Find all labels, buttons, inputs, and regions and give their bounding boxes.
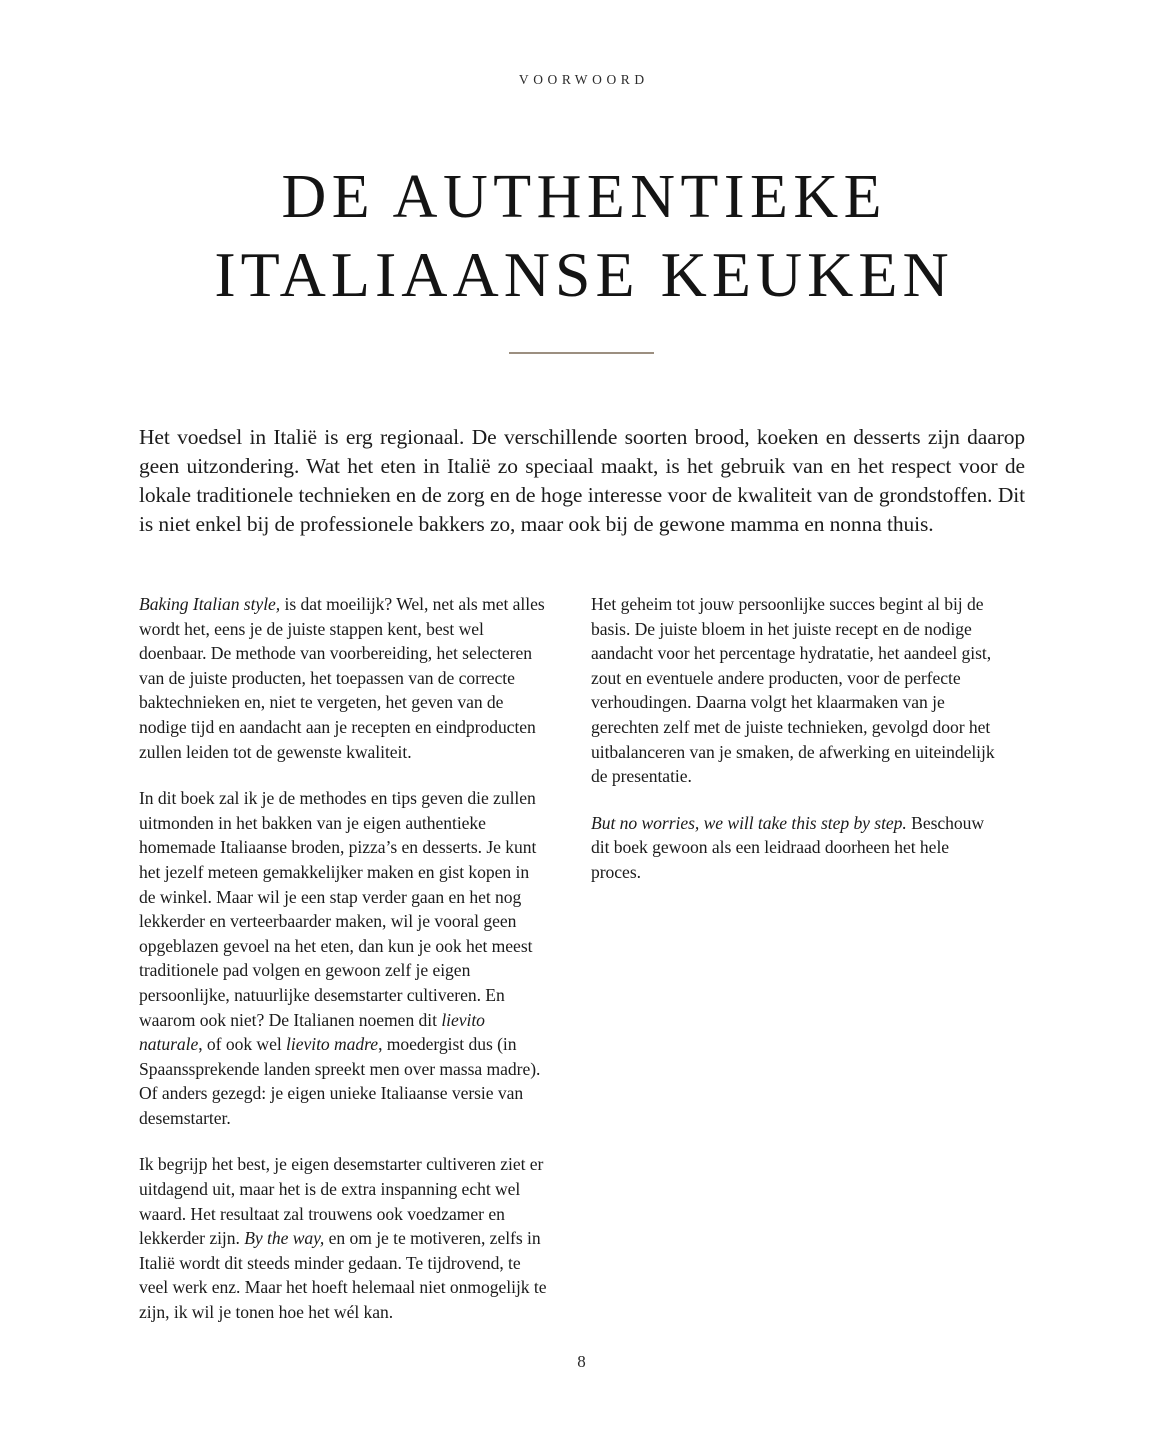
- page-title-line-1: DE AUTHENTIEKE: [281, 163, 888, 231]
- page-title: [0, 158, 1163, 314]
- left-paragraph-1: [139, 592, 548, 764]
- left-p1-rest: is dat moeilijk? Wel, net als met alles wordt het, eens je de juiste stappen kent, best wel doenbaar. De methode van voorbereiding, het selecteren van de juiste producten, het toepassen van de correcte baktechnieken en, niet te vergeten, het geven van de nodige tijd en aandacht aan je recepten en eindproducten zullen leiden tot de gewenste kwaliteit.: [139, 594, 545, 762]
- right-paragraph-1: Het geheim tot jouw persoonlijke succes begint al bij de basis. De juiste bloem in het juiste recept en de nodige aandacht voor het percentage hydratatie, het aandeel gist, zout en eventuele andere producten, voor de perfecte verhoudingen. Daarna volgt het klaarmaken van je gerechten zelf met de juiste technieken, gevolgd door het uitbalanceren van je smaken, de afwerking en uiteindelijk de presentatie.: [591, 594, 995, 787]
- right-column: [591, 592, 1000, 885]
- page-title-line-2: ITALIAANSE KEUKEN: [214, 239, 954, 310]
- right-p2-part-2: Beschouw dit boek gewoon als een leidraad doorheen het hele proces.: [591, 812, 985, 882]
- intro-paragraph: Het voedsel in Italië is erg regionaal. De verschillende soorten brood, koeken en desserts zijn daarop geen uitzondering. Wat het eten in Italië zo speciaal maakt, is het gebruik van en het respect voor de lokale traditionele technieken en de zorg en de hoge interesse voor de kwaliteit van de grondstoffen. Dit is niet enkel bij de professionele bakkers zo, maar ook bij de gewone mamma en nonna thuis.: [139, 425, 1025, 536]
- running-head: VOORWOORD: [518, 72, 649, 87]
- right-p2-italic-1: But no worries, we will take this step by step.: [591, 812, 907, 833]
- left-p2-italic-2: lievito madre: [286, 1034, 379, 1055]
- left-p1-italic-lead: Baking Italian style,: [139, 594, 281, 614]
- left-p2-part-1: In dit boek zal ik je de methodes en tips geven die zullen uitmonden in het bakken van je eigen authentieke homemade Italiaanse broden, pizza’s en desserts. Je kunt het jezelf meteen gemakkelijker maken en gist kopen in de winkel. Maar wil je een stap verder gaan en het nog lekkerder en verteerbaarder maken, wil je vooral geen opgeblazen gevoel na het eten, dan kun je ook het meest traditionele pad volgen en gewoon zelf je eigen persoonlijke, natuurlijke desemstarter cultiveren. En waarom ook niet? De Italianen noemen dit: [139, 788, 537, 1030]
- left-p2-italic-1: lievito naturale: [139, 1009, 485, 1055]
- ornamental-divider: [0, 352, 1163, 354]
- body-columns: [139, 592, 1025, 1325]
- left-p3-italic-1: By the way,: [244, 1228, 325, 1249]
- left-p2-part-3: , moedergist dus (in Spaanssprekende landen spreekt men over massa madre). Of anders gezegd: je eigen unieke Italiaanse versie van desemstarter.: [139, 1034, 541, 1128]
- left-p3-part-2: en om je te motiveren, zelfs in Italië wordt dit steeds minder gedaan. Te tijdrovend, te veel werk enz. Maar het hoeft helemaal niet onmogelijk te zijn, ik wil je tonen hoe het wél kan.: [139, 1228, 547, 1323]
- left-column: [139, 592, 548, 1325]
- left-paragraph-3: [139, 1152, 548, 1324]
- left-p3-part-1: Ik begrijp het best, je eigen desemstarter cultiveren ziet er uitdagend uit, maar het is de extra inspanning echt wel waard. Het resultaat zal trouwens ook voedzamer en lekkerder zijn.: [139, 1154, 544, 1249]
- left-p2-part-2: , of ook wel: [198, 1034, 287, 1055]
- page-number: 8: [577, 1352, 586, 1371]
- divider-rule: [509, 352, 654, 354]
- left-paragraph-2: [139, 786, 548, 1130]
- right-paragraph-2: [591, 811, 1000, 885]
